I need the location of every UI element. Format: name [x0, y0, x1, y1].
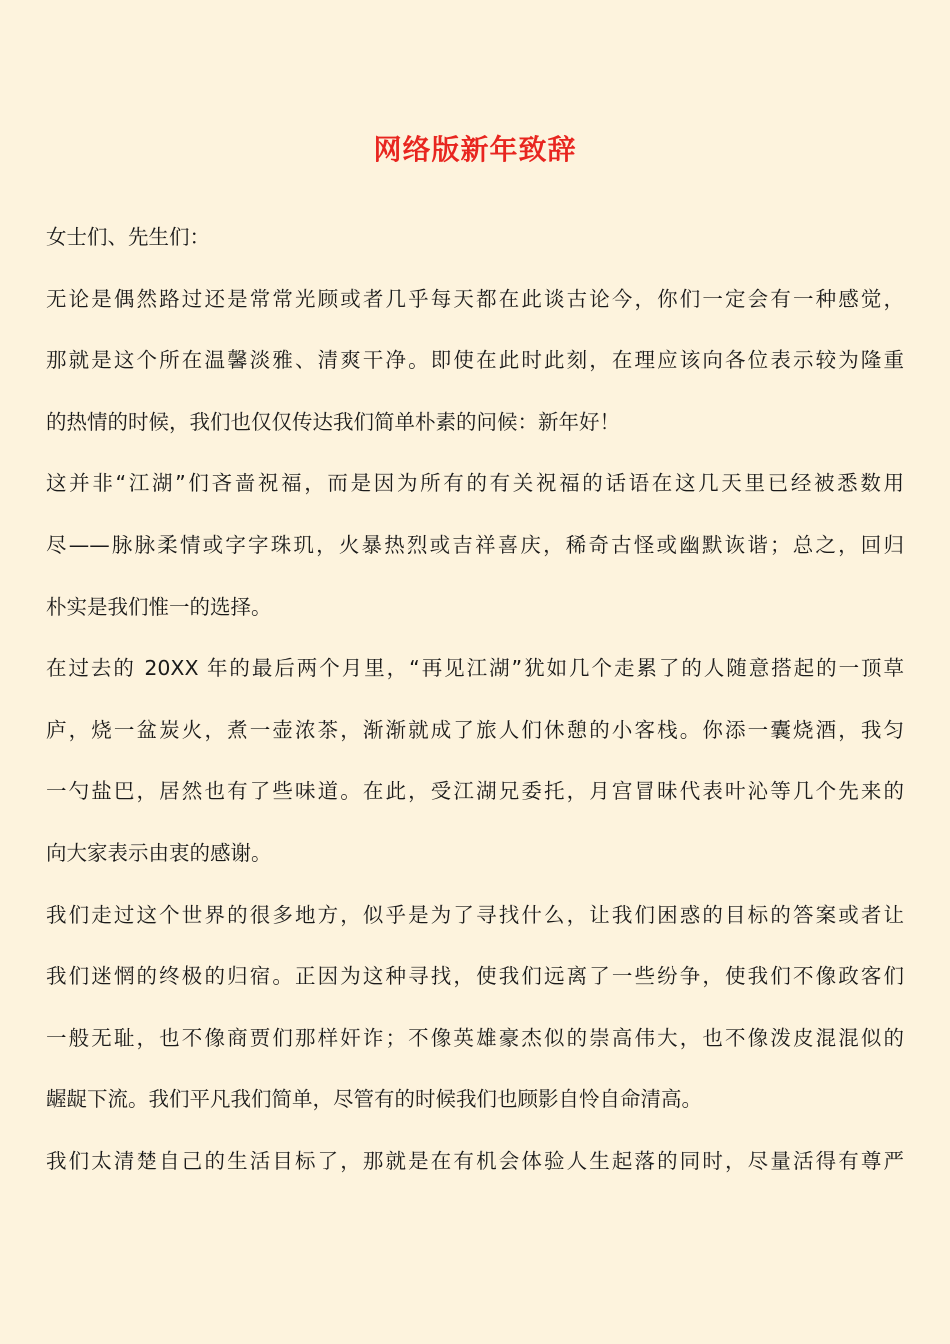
text-line-content: 女士们、先生们：	[46, 225, 210, 249]
text-line	[46, 515, 904, 577]
text-line	[46, 946, 904, 1008]
text-line-content: 龌龊下流。我们平凡我们简单，尽管有的时候我们也顾影自怜自命清高。	[46, 1087, 702, 1112]
text-line-content: 我们太清楚自己的生活目标了，那就是在有机会体验人生起落的同时，尽量活得有尊严	[46, 1148, 904, 1173]
text-line-content: 朴实是我们惟一的选择。	[46, 594, 272, 619]
text-line-content: 的热情的时候，我们也仅仅传达我们简单朴素的问候：新年好！	[46, 409, 620, 434]
text-line	[46, 885, 904, 947]
text-line	[46, 453, 904, 515]
text-line-content: 这并非“江湖”们吝啬祝福，而是因为所有的有关祝福的话语在这几天里已经被悉数用	[46, 471, 904, 496]
text-line	[46, 638, 904, 700]
text-line	[46, 1131, 904, 1193]
text-line-content: 一勺盐巴，居然也有了些味道。在此，受江湖兄委托，月宫冒昧代表叶沁等几个先来的	[46, 779, 904, 804]
document-body	[46, 207, 904, 1193]
text-line	[46, 392, 904, 454]
text-line-content: 庐，烧一盆炭火，煮一壶浓茶，渐渐就成了旅人们休憩的小客栈。你添一囊烧酒，我匀	[46, 717, 904, 742]
text-line	[46, 330, 904, 392]
page-title: 网络版新年致辞	[373, 133, 577, 166]
text-line-content: 向大家表示由衷的感谢。	[46, 840, 272, 865]
text-line	[46, 207, 904, 269]
text-line	[46, 823, 904, 885]
text-line	[46, 1069, 904, 1131]
text-line-content: 我们走过这个世界的很多地方，似乎是为了寻找什么，让我们困惑的目标的答案或者让	[46, 902, 904, 927]
text-line-content: 我们迷惘的终极的归宿。正因为这种寻找，使我们远离了一些纷争，使我们不像政客们	[46, 964, 904, 989]
text-line-content: 那就是这个所在温馨淡雅、清爽干净。即使在此时此刻，在理应该向各位表示较为隆重	[46, 348, 904, 373]
text-line	[46, 761, 904, 823]
text-line-content: 尽——脉脉柔情或字字珠玑，火暴热烈或吉祥喜庆，稀奇古怪或幽默诙谐；总之，回归	[46, 532, 904, 557]
text-line	[46, 1008, 904, 1070]
text-line-content: 无论是偶然路过还是常常光顾或者几乎每天都在此谈古论今，你们一定会有一种感觉，	[46, 286, 904, 311]
text-line	[46, 700, 904, 762]
text-line-content: 一般无耻，也不像商贾们那样奸诈；不像英雄豪杰似的崇高伟大，也不像泼皮混混似的	[46, 1025, 904, 1050]
text-line-content: 在过去的 20XX 年的最后两个月里，“再见江湖”犹如几个走累了的人随意搭起的一顶草	[46, 656, 904, 681]
text-line	[46, 577, 904, 639]
text-line	[46, 269, 904, 331]
